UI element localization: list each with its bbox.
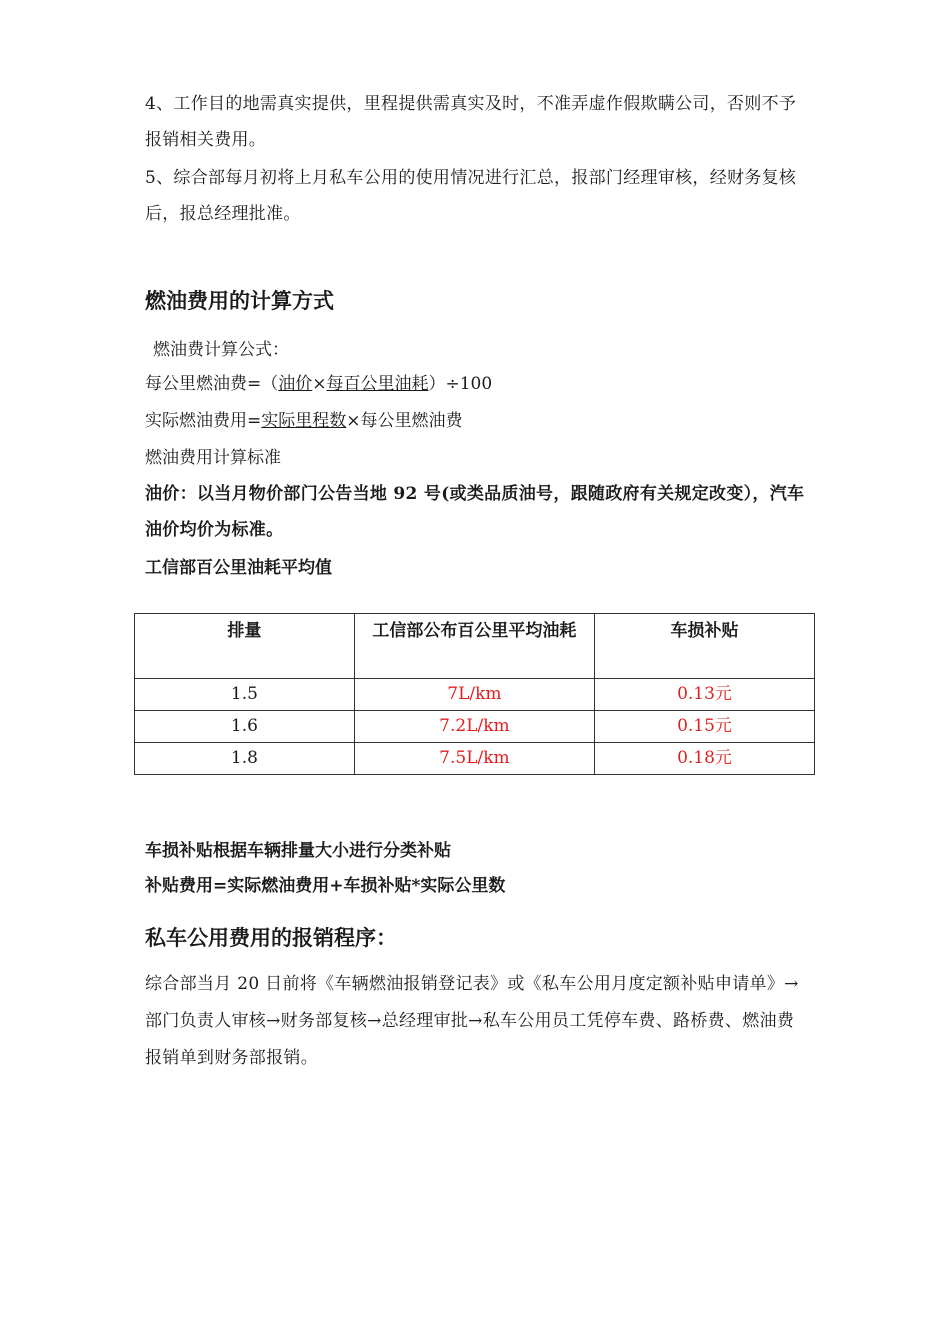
table-row: [135, 743, 815, 775]
cell-displacement: 1.5: [135, 679, 355, 711]
header-subsidy: 车损补贴: [595, 614, 815, 679]
cell-consumption: 7.5L/km: [354, 743, 594, 775]
fuel-heading: 燃油费用的计算方式: [145, 289, 334, 313]
header-consumption: 工信部公布百公里平均油耗: [354, 614, 594, 679]
cell-consumption: 7.2L/km: [354, 711, 594, 743]
formula2-prefix: 实际燃油费用=: [145, 411, 262, 431]
header-displacement: 排量: [135, 614, 355, 679]
formula1-times: ×: [312, 374, 327, 394]
cell-consumption: 7L/km: [354, 679, 594, 711]
cell-subsidy: 0.13元: [595, 679, 815, 711]
formula-title: 燃油费计算公式：: [153, 340, 289, 360]
table-row: [135, 679, 815, 711]
procedure-heading: 私车公用费用的报销程序：: [145, 926, 397, 950]
table-header-row: [135, 614, 815, 679]
cell-subsidy: 0.18元: [595, 743, 815, 775]
standard-title: 燃油费用计算标准: [145, 448, 281, 468]
formula2-mileage: 实际里程数: [261, 411, 347, 431]
rule-item-5: 5、综合部每月初将上月私车公用的使用情况进行汇总，报部门经理审核，经财务复核后，报总经理批准。: [145, 168, 797, 224]
procedure-text: 综合部当月 20 日前将《车辆燃油报销登记表》或《私车公用月度定额补贴申请单》→部门负责人审核→财务部复核→总经理审批→私车公用员工凭停车费、路桥费、燃油费报销单到财务部报销。: [145, 974, 799, 1068]
subsidy-line-1: 车损补贴根据车辆排量大小进行分类补贴: [145, 841, 451, 861]
oil-price-note: 油价：以当月物价部门公告当地 92 号(或类品质油号，跟随政府有关规定改变），汽车油价均价为标准。: [145, 484, 805, 540]
formula2-suffix: ×每公里燃油费: [346, 411, 463, 431]
formula-per-km: [145, 366, 492, 402]
table-row: [135, 711, 815, 743]
subsidy-line-2: 补贴费用=实际燃油费用+车损补贴*实际公里数: [145, 876, 506, 896]
formula1-consumption: 每百公里油耗: [326, 374, 429, 394]
formula1-oil-price: 油价: [278, 374, 313, 394]
rule-item-4: 4、工作目的地需真实提供，里程提供需真实及时，不准弄虚作假欺瞒公司，否则不予报销相关费用。: [145, 94, 797, 150]
formula1-suffix: ）÷100: [428, 374, 493, 394]
cell-subsidy: 0.15元: [595, 711, 815, 743]
cell-displacement: 1.6: [135, 711, 355, 743]
cell-displacement: 1.8: [135, 743, 355, 775]
formula-actual: [145, 403, 463, 439]
fuel-consumption-table: [134, 613, 815, 775]
avg-title: 工信部百公里油耗平均值: [145, 558, 332, 578]
formula1-prefix: 每公里燃油费=（: [145, 374, 279, 394]
